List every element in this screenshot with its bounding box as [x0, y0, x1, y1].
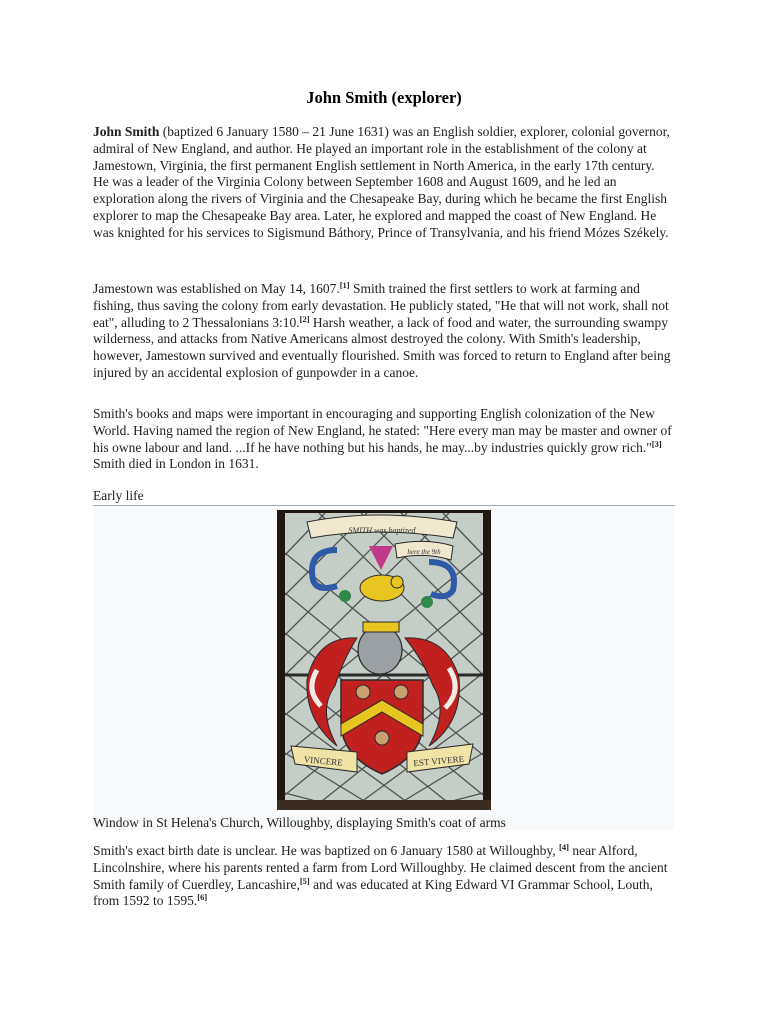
para2-text-b: Smith trained the first settlers to work at farming and fishing, thus saving the colony from early devastation. He publicly stated, "He that will not work, shall not eat", alluding to 2 Thessalonians 3:10.	[93, 281, 669, 330]
figure-caption: Window in St Helena's Church, Willoughby, displaying Smith's coat of arms	[93, 815, 506, 830]
window-banner-top: SMITH was baptized	[348, 526, 416, 535]
page-title: John Smith (explorer)	[306, 88, 462, 107]
stained-glass-window-image[interactable]	[277, 510, 491, 810]
para4-text-c: and was educated at King Edward VI Grammar School, Louth, from 1592 to 1595.	[93, 876, 653, 909]
reference-link-1[interactable]: [1]	[339, 280, 350, 290]
reference-link-5[interactable]: [5]	[299, 875, 310, 886]
reference-link-3[interactable]: [3]	[651, 438, 662, 449]
legacy-paragraph	[93, 406, 673, 473]
section-heading-early-life: Early life	[93, 488, 675, 506]
intro-text: (baptized 6 January 1580 – 21 June 1631) was an English soldier, explorer, colonial governor, admiral of New England, and author. He played an important role in the establishment of the colony at Jamestown, Virginia, the first permanent English settlement in North America, in the early 17th century. He was a leader of the Virginia Colony between September 1608 and August 1609, and he led an exploration along the rivers of Virginia and the Chesapeake Bay, during which he became the first English explorer to map the Chesapeake Bay area. Later, he explored and mapped the coast of New England. He was knighted for his services to Sigismund Báthory, Prince of Transylvania, and his friend Mózes Székely.	[93, 124, 670, 240]
jamestown-paragraph	[93, 281, 673, 382]
coat-of-arms-figure	[93, 507, 675, 830]
reference-link-2[interactable]: [2]	[299, 313, 310, 324]
para3-text-b: Smith died in London in 1631.	[93, 456, 259, 472]
motto-left: VINCERE	[303, 754, 344, 768]
para4-text-a: Smith's exact birth date is unclear. He was baptized on 6 January 1580 at Willoughby,	[93, 843, 560, 858]
window-banner-right: here the 9th	[407, 548, 441, 556]
intro-paragraph	[93, 124, 673, 242]
birth-paragraph	[93, 843, 673, 910]
subject-name: John Smith	[93, 124, 160, 139]
para4-text-b: near Alford, Lincolnshire, where his parents rented a farm from Lord Willoughby. He claimed descent from the ancient Smith family of Cuerdley, Lancashire,	[93, 843, 668, 892]
para2-text-c: Harsh weather, a lack of food and water, the surrounding swampy wilderness, and attacks from Native Americans almost destroyed the colony. With Smith's leadership, however, Jamestown survived and eventually flourished. Smith was forced to return to England after being injured by an accidental explosion of gunpowder in a canoe.	[93, 314, 671, 380]
para3-text-a: Smith's books and maps were important in encouraging and supporting English colonization of the New World. Having named the region of New England, he stated: "Here every man may be master and owner of his owne labour and land. ...If he have nothing but his hands, he may...by industries quickly grow rich."	[93, 406, 672, 455]
para2-text-a: Jamestown was established on May 14, 1607.	[93, 281, 340, 296]
reference-link-6[interactable]: [6]	[197, 892, 208, 903]
motto-right: EST VIVERE	[412, 753, 465, 769]
reference-link-4[interactable]: [4]	[559, 842, 569, 852]
